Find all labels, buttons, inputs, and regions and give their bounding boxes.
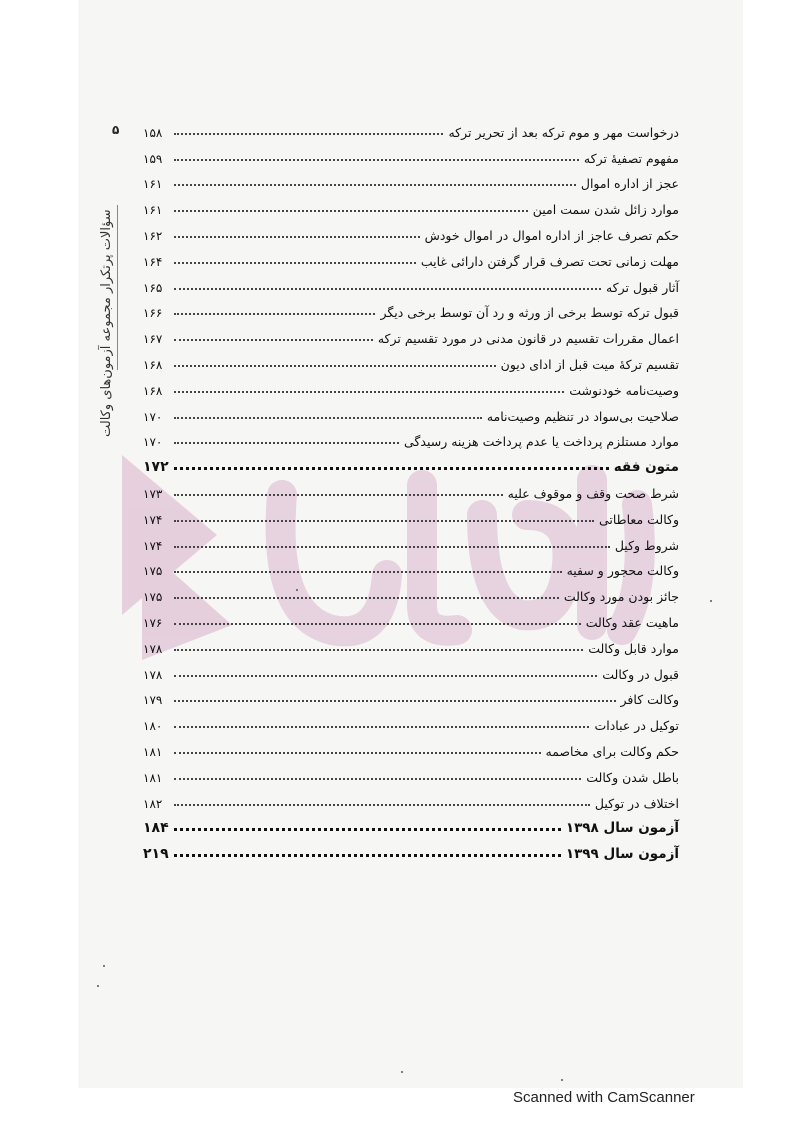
toc-entry-title: تقسیم ترکهٔ میت قبل از ادای دیون	[500, 356, 679, 372]
toc-entry-page: ۱۸۴	[143, 820, 169, 837]
toc-entry-title: اختلاف در توکیل	[594, 795, 679, 811]
toc-entry	[143, 604, 679, 630]
toc-entry-title: عجز از اداره اموال	[580, 176, 679, 192]
toc-entry	[143, 243, 679, 269]
toc-entry-title: توکیل در عبادات	[594, 718, 679, 734]
toc-entry-page: ۱۷۶	[143, 615, 163, 630]
toc-entry-page: ۱۶۸	[143, 357, 163, 372]
toc-entry-page: ۱۶۱	[143, 177, 163, 192]
toc-entry-title: موارد قابل وکالت	[588, 640, 679, 656]
toc-entry-page: ۱۵۹	[143, 151, 163, 166]
toc-entry	[143, 269, 679, 295]
toc-leader-dots	[174, 675, 597, 677]
toc-entry-title: وکالت محجور و سفیه	[566, 563, 679, 579]
scan-speck	[296, 589, 298, 591]
toc-leader-dots	[174, 133, 443, 135]
page-number: ۵	[112, 123, 120, 137]
toc-leader-dots	[174, 339, 373, 341]
toc-entry	[143, 217, 679, 243]
toc-entry	[143, 630, 679, 656]
toc-entry-title: موارد زائل شدن سمت امین	[532, 202, 679, 218]
scan-speck	[97, 985, 99, 987]
toc-entry-page: ۱۶۲	[143, 228, 163, 243]
toc-leader-dots	[174, 210, 528, 212]
toc-leader-dots	[174, 546, 610, 548]
toc-leader-dots	[174, 520, 594, 522]
toc-entry	[143, 140, 679, 166]
toc-leader-dots	[174, 442, 399, 444]
toc-entry-title: قبول ترکه توسط برخی از ورثه و رد آن توسط برخی دیگر	[380, 305, 679, 321]
toc-entry-page: ۲۱۹	[143, 846, 169, 863]
scan-speck	[401, 1071, 403, 1073]
toc-entry-title: باطل شدن وکالت	[586, 769, 679, 785]
toc-leader-dots	[174, 597, 559, 599]
toc-leader-dots	[174, 288, 601, 290]
toc-entry-page: ۱۷۰	[143, 409, 163, 424]
toc-entry-title: حکم وکالت برای مخاصمه	[545, 743, 679, 759]
toc-entry	[143, 346, 679, 372]
toc-entry-page: ۱۸۰	[143, 719, 163, 734]
toc-entry-title: متون فقه	[613, 459, 679, 476]
toc-entry-title: ماهیت عقد وکالت	[585, 614, 679, 630]
toc-entry	[143, 733, 679, 759]
toc-leader-dots	[174, 778, 581, 780]
toc-entry	[143, 320, 679, 346]
toc-entry-page: ۱۶۵	[143, 280, 163, 295]
toc-entry-title: آزمون سال ۱۳۹۸	[565, 820, 679, 837]
toc-entry-page: ۱۷۴	[143, 538, 163, 553]
toc-entry	[143, 836, 679, 862]
scan-speck	[710, 600, 712, 602]
toc-entry-page: ۱۸۱	[143, 744, 163, 759]
toc-entry-title: درخواست مهر و موم ترکه بعد از تحریر ترکه	[448, 124, 679, 140]
toc-leader-dots	[174, 649, 583, 651]
toc-entry-title: آزمون سال ۱۳۹۹	[565, 846, 679, 863]
toc-entry-page: ۱۵۸	[143, 125, 163, 140]
scan-speck	[561, 1079, 563, 1081]
toc-entry	[143, 114, 679, 140]
toc-leader-dots	[174, 262, 416, 264]
toc-entry	[143, 424, 679, 450]
toc-entry	[143, 707, 679, 733]
toc-entry	[143, 501, 679, 527]
toc-leader-dots	[174, 417, 482, 419]
toc-entry-page: ۱۷۵	[143, 590, 163, 605]
toc-entry-title: شرط صحت وقف و موقوف علیه	[507, 485, 679, 501]
toc-entry	[143, 475, 679, 501]
toc-leader-dots	[174, 391, 564, 393]
toc-entry-title: اعمال مقررات تقسیم در قانون مدنی در مورد تقسیم ترکه	[377, 331, 679, 347]
toc-entry	[143, 553, 679, 579]
toc-entry-title: صلاحیت بی‌سواد در تنظیم وصیت‌نامه	[486, 408, 679, 424]
running-title: سؤالات پرتکرار مجموعه آزمون‌های وکالت	[99, 209, 114, 437]
toc-entry-title: موارد مستلزم پرداخت یا عدم پرداخت هزینه رسیدگی	[404, 434, 679, 450]
camscanner-footer: Scanned with CamScanner	[513, 1089, 695, 1106]
toc-leader-dots	[174, 854, 561, 857]
toc-entry-title: حکم تصرف عاجز از اداره اموال در اموال خودش	[424, 227, 679, 243]
toc-entry	[143, 759, 679, 785]
toc-leader-dots	[174, 571, 562, 573]
toc-entry-page: ۱۷۴	[143, 512, 163, 527]
toc-entry-title: وصیت‌نامه خودنوشت	[569, 382, 679, 398]
toc-entry-page: ۱۸۲	[143, 796, 163, 811]
toc-entry-page: ۱۷۲	[143, 459, 169, 476]
toc-entry-title: شروط وکیل	[614, 537, 679, 553]
toc-entry-title: وکالت کافر	[620, 692, 679, 708]
table-of-contents	[143, 114, 679, 862]
toc-entry	[143, 527, 679, 553]
toc-leader-dots	[174, 726, 589, 728]
toc-entry	[143, 166, 679, 192]
toc-entry-page: ۱۷۰	[143, 435, 163, 450]
toc-entry	[143, 398, 679, 424]
toc-entry	[143, 191, 679, 217]
toc-entry-title: قبول در وکالت	[602, 666, 679, 682]
toc-entry-page: ۱۶۱	[143, 203, 163, 218]
toc-entry-page: ۱۷۸	[143, 667, 163, 682]
toc-entry-title: آثار قبول ترکه	[605, 279, 679, 295]
toc-entry	[143, 295, 679, 321]
toc-leader-dots	[174, 752, 541, 754]
toc-entry-page: ۱۷۹	[143, 693, 163, 708]
toc-entry-title: جائز بودن مورد وکالت	[563, 589, 679, 605]
toc-entry-title: مفهوم تصفیهٔ ترکه	[583, 150, 679, 166]
toc-entry-page: ۱۶۸	[143, 383, 163, 398]
toc-entry-page: ۱۷۵	[143, 564, 163, 579]
toc-entry	[143, 656, 679, 682]
toc-leader-dots	[174, 184, 576, 186]
toc-entry	[143, 811, 679, 837]
toc-leader-dots	[174, 828, 561, 831]
toc-entry	[143, 578, 679, 604]
toc-leader-dots	[174, 313, 375, 315]
toc-entry-title: مهلت زمانی تحت تصرف قرار گرفتن دارائی غایب	[420, 253, 679, 269]
toc-leader-dots	[174, 700, 616, 702]
toc-entry-page: ۱۸۱	[143, 770, 163, 785]
toc-entry-page: ۱۷۸	[143, 641, 163, 656]
toc-leader-dots	[174, 804, 590, 806]
toc-leader-dots	[174, 623, 581, 625]
toc-entry-page: ۱۶۷	[143, 332, 163, 347]
toc-entry-page: ۱۶۴	[143, 254, 163, 269]
toc-entry	[143, 785, 679, 811]
toc-leader-dots	[174, 236, 420, 238]
toc-leader-dots	[174, 159, 579, 161]
toc-entry	[143, 449, 679, 475]
toc-entry	[143, 372, 679, 398]
toc-leader-dots	[174, 494, 503, 496]
toc-leader-dots	[174, 365, 496, 367]
scan-speck	[103, 965, 105, 967]
toc-entry-page: ۱۷۳	[143, 486, 163, 501]
toc-leader-dots	[174, 467, 609, 470]
toc-entry-page: ۱۶۶	[143, 306, 163, 321]
toc-entry	[143, 682, 679, 708]
toc-entry-title: وکالت معاطاتی	[598, 511, 679, 527]
